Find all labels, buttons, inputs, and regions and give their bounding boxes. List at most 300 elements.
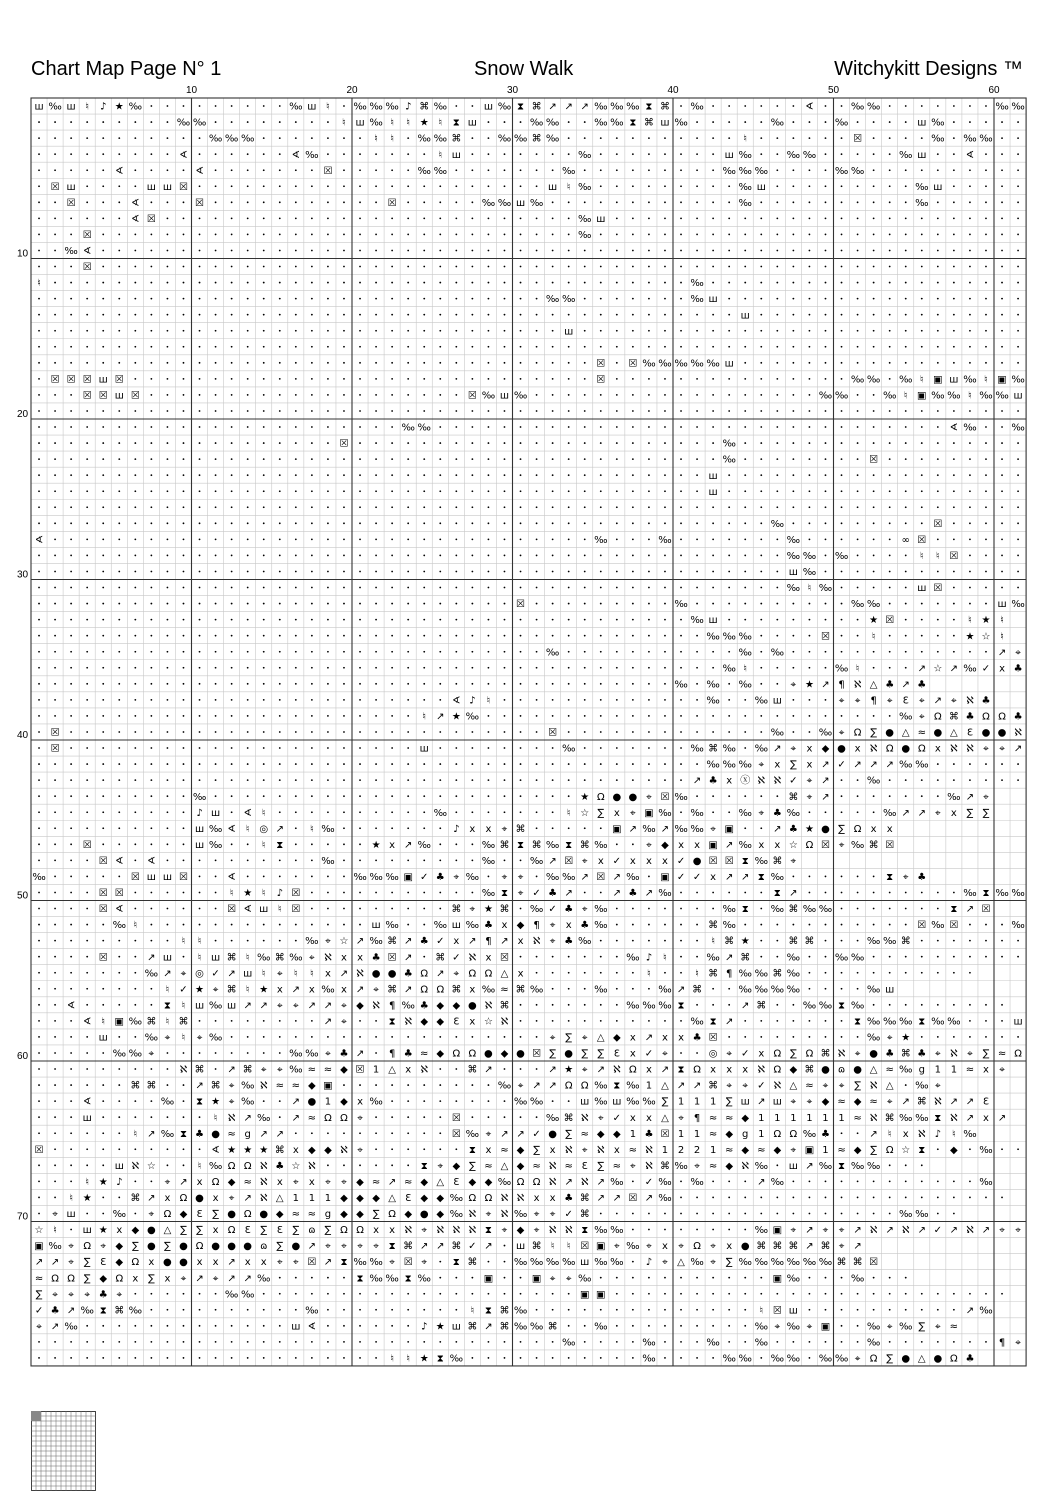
stitch-symbol: ⌖ (806, 791, 813, 803)
stitch-dot (263, 731, 265, 733)
stitch-dot (760, 603, 762, 605)
stitch-dot (471, 795, 473, 797)
stitch-symbol: ℵ (500, 1193, 509, 1205)
stitch-symbol: ↗ (805, 1225, 814, 1237)
stitch-dot (423, 201, 425, 203)
stitch-symbol: ☒ (772, 1305, 782, 1317)
stitch-dot (600, 699, 602, 701)
stitch-dot (295, 426, 297, 428)
stitch-dot (520, 169, 522, 171)
stitch-symbol: ♮ (566, 807, 571, 819)
stitch-dot (231, 843, 233, 845)
stitch-dot (375, 827, 377, 829)
stitch-symbol: ✓ (532, 888, 541, 900)
stitch-dot (54, 1148, 56, 1150)
stitch-dot (118, 234, 120, 236)
stitch-dot (407, 410, 409, 412)
stitch-symbol: x (469, 984, 476, 996)
stitch-dot (279, 458, 281, 460)
stitch-dot (760, 956, 762, 958)
stitch-symbol: x (453, 936, 460, 948)
stitch-symbol: ⌖ (533, 1225, 540, 1237)
stitch-dot (231, 105, 233, 107)
stitch-symbol: Ω (115, 1273, 124, 1285)
stitch-symbol: ↗ (548, 855, 557, 867)
stitch-dot (150, 1325, 152, 1327)
stitch-dot (969, 121, 971, 123)
stitch-dot (231, 779, 233, 781)
stitch-dot (985, 121, 987, 123)
stitch-dot (343, 731, 345, 733)
stitch-dot (375, 1357, 377, 1359)
stitch-dot (552, 538, 554, 540)
stitch-dot (712, 1229, 714, 1231)
stitch-dot (969, 266, 971, 268)
stitch-dot (86, 972, 88, 974)
stitch-dot (985, 587, 987, 589)
stitch-dot (102, 1213, 104, 1215)
stitch-dot (504, 1293, 506, 1295)
stitch-dot (792, 201, 794, 203)
stitch-dot (375, 1132, 377, 1134)
stitch-symbol: △ (661, 1112, 669, 1124)
stitch-dot (359, 201, 361, 203)
stitch-symbol: ⧗ (629, 117, 637, 129)
stitch-dot (359, 635, 361, 637)
stitch-dot (343, 1357, 345, 1359)
stitch-symbol: Ω (789, 1128, 798, 1140)
stitch-symbol: ♮ (294, 968, 298, 980)
stitch-dot (215, 603, 217, 605)
stitch-dot (231, 683, 233, 685)
stitch-dot (327, 1357, 329, 1359)
stitch-symbol: ‰ (738, 647, 752, 659)
stitch-symbol: ℵ (597, 1144, 605, 1156)
stitch-dot (744, 105, 746, 107)
stitch-dot (167, 843, 169, 845)
stitch-symbol: ✓ (34, 1305, 44, 1317)
stitch-symbol: ‰ (947, 1016, 961, 1028)
stitch-dot (439, 731, 441, 733)
stitch-dot (215, 747, 217, 749)
stitch-dot (134, 667, 136, 669)
stitch-symbol: x (357, 1096, 363, 1108)
stitch-dot (263, 683, 265, 685)
stitch-symbol: ☒ (628, 358, 638, 370)
stitch-dot (809, 651, 811, 653)
stitch-dot (552, 1309, 554, 1311)
stitch-symbol: 1 (822, 1112, 829, 1124)
stitch-symbol: ∑ (83, 1257, 91, 1269)
stitch-symbol: ⌖ (983, 743, 989, 755)
stitch-dot (552, 266, 554, 268)
stitch-symbol: ↗ (484, 1321, 493, 1333)
stitch-dot (407, 1036, 409, 1038)
stitch-dot (520, 763, 522, 765)
stitch-dot (728, 683, 730, 685)
stitch-dot (536, 169, 538, 171)
stitch-dot (873, 876, 875, 878)
stitch-symbol: ‰ (594, 1080, 608, 1092)
stitch-dot (54, 763, 56, 765)
stitch-dot (439, 779, 441, 781)
stitch-dot (680, 105, 682, 107)
stitch-dot (696, 1293, 698, 1295)
stitch-symbol: ✓ (420, 872, 429, 884)
stitch-symbol: ↗ (227, 1273, 236, 1285)
stitch-dot (295, 410, 297, 412)
stitch-dot (199, 876, 201, 878)
stitch-symbol: ‰ (931, 920, 945, 932)
stitch-dot (375, 1020, 377, 1022)
stitch-dot (118, 330, 120, 332)
stitch-dot (760, 330, 762, 332)
stitch-dot (54, 298, 56, 300)
stitch-dot (905, 490, 907, 492)
stitch-symbol: ☒ (82, 839, 92, 851)
stitch-symbol: ▣ (917, 390, 927, 402)
stitch-dot (841, 474, 843, 476)
stitch-dot (937, 346, 939, 348)
stitch-dot (873, 956, 875, 958)
stitch-dot (231, 298, 233, 300)
stitch-dot (712, 250, 714, 252)
stitch-dot (247, 1052, 249, 1054)
stitch-symbol: ↗ (676, 1080, 686, 1092)
stitch-dot (86, 587, 88, 589)
stitch-symbol: ‰ (545, 294, 560, 306)
stitch-dot (616, 378, 618, 380)
stitch-dot (760, 137, 762, 139)
stitch-dot (889, 1197, 891, 1199)
stitch-dot (857, 474, 859, 476)
stitch-symbol: ♣ (564, 936, 574, 948)
stitch-dot (183, 827, 185, 829)
stitch-dot (969, 956, 971, 958)
stitch-dot (776, 667, 778, 669)
stitch-symbol: ↗ (227, 968, 236, 980)
stitch-symbol: ‰ (321, 984, 335, 996)
stitch-dot (38, 234, 40, 236)
stitch-dot (568, 651, 570, 653)
stitch-dot (359, 217, 361, 219)
stitch-dot (985, 1036, 987, 1038)
stitch-symbol: ‰ (802, 1128, 817, 1140)
stitch-symbol: ⌘ (868, 839, 879, 851)
stitch-dot (167, 394, 169, 396)
stitch-symbol: ☒ (98, 855, 108, 867)
stitch-symbol: ⧗ (179, 1128, 187, 1140)
stitch-symbol: ℵ (259, 1080, 268, 1092)
stitch-dot (648, 1293, 650, 1295)
stitch-dot (632, 619, 634, 621)
stitch-dot (231, 378, 233, 380)
stitch-symbol: ‰ (754, 695, 768, 707)
stitch-dot (263, 217, 265, 219)
stitch-dot (632, 153, 634, 155)
stitch-symbol: 1 (324, 1096, 332, 1108)
stitch-dot (86, 298, 88, 300)
stitch-symbol: ♮ (470, 1305, 475, 1317)
stitch-symbol: ℵ (548, 1176, 557, 1188)
stitch-dot (343, 474, 345, 476)
stitch-symbol: x (870, 823, 877, 835)
stitch-dot (359, 426, 361, 428)
stitch-dot (616, 330, 618, 332)
stitch-dot (921, 314, 923, 316)
stitch-dot (520, 1068, 522, 1070)
stitch-symbol: ✓ (676, 872, 686, 884)
stitch-symbol: ‰ (561, 743, 576, 755)
stitch-symbol: Ω (629, 1064, 637, 1076)
stitch-dot (375, 1052, 377, 1054)
stitch-symbol: △ (901, 727, 910, 739)
stitch-dot (905, 169, 907, 171)
stitch-symbol: ⧗ (276, 839, 284, 851)
stitch-dot (680, 538, 682, 540)
stitch-dot (455, 811, 457, 813)
stitch-symbol: ‰ (385, 1273, 399, 1285)
stitch-symbol: ◆ (725, 1160, 734, 1172)
stitch-dot (488, 217, 490, 219)
stitch-dot (616, 731, 618, 733)
stitch-symbol: ↗ (484, 1241, 493, 1253)
stitch-dot (134, 972, 136, 974)
stitch-dot (455, 1084, 457, 1086)
stitch-dot (150, 458, 152, 460)
stitch-symbol: ℵ (372, 1000, 380, 1012)
stitch-dot (391, 699, 393, 701)
stitch-symbol: ш (917, 117, 927, 129)
stitch-dot (841, 1341, 843, 1343)
stitch-dot (102, 1164, 104, 1166)
stitch-dot (809, 426, 811, 428)
stitch-dot (439, 667, 441, 669)
stitch-dot (809, 715, 811, 717)
stitch-dot (520, 699, 522, 701)
stitch-dot (343, 330, 345, 332)
stitch-dot (279, 362, 281, 364)
stitch-dot (776, 314, 778, 316)
stitch-dot (70, 956, 72, 958)
stitch-dot (327, 667, 329, 669)
stitch-symbol: ℵ (950, 743, 958, 755)
stitch-symbol: x (148, 1257, 155, 1269)
stitch-symbol: ‰ (738, 839, 752, 851)
stitch-dot (455, 185, 457, 187)
stitch-symbol: ● (997, 727, 1007, 739)
stitch-dot (568, 635, 570, 637)
stitch-dot (1017, 153, 1019, 155)
stitch-dot (953, 779, 955, 781)
stitch-symbol: Ω (853, 823, 862, 835)
stitch-dot (118, 956, 120, 958)
stitch-dot (359, 683, 361, 685)
stitch-dot (38, 266, 40, 268)
stitch-dot (311, 555, 313, 557)
stitch-dot (311, 121, 313, 123)
stitch-symbol: ♣ (435, 872, 445, 884)
stitch-dot (86, 763, 88, 765)
stitch-dot (536, 458, 538, 460)
stitch-symbol: ♮ (919, 551, 924, 563)
stitch-dot (921, 1036, 923, 1038)
stitch-dot (776, 201, 778, 203)
stitch-dot (86, 1036, 88, 1038)
stitch-dot (215, 699, 217, 701)
stitch-symbol: ‰ (882, 1016, 897, 1028)
stitch-symbol: ↗ (163, 968, 172, 980)
stitch-dot (841, 458, 843, 460)
stitch-dot (969, 490, 971, 492)
stitch-dot (520, 587, 522, 589)
stitch-dot (664, 314, 666, 316)
stitch-dot (183, 1341, 185, 1343)
stitch-symbol: x (276, 984, 283, 996)
stitch-dot (343, 137, 345, 139)
stitch-symbol: ‰ (208, 1160, 223, 1172)
stitch-dot (905, 908, 907, 910)
stitch-dot (696, 1325, 698, 1327)
stitch-dot (552, 153, 554, 155)
stitch-symbol: ↗ (596, 1176, 605, 1188)
stitch-symbol: △ (500, 968, 509, 980)
stitch-dot (231, 394, 233, 396)
stitch-dot (38, 137, 40, 139)
stitch-symbol: ★ (564, 1064, 574, 1076)
stitch-dot (488, 121, 490, 123)
stitch-dot (953, 1004, 955, 1006)
stitch-symbol: ‰ (481, 855, 496, 867)
stitch-dot (183, 763, 185, 765)
stitch-dot (792, 1341, 794, 1343)
stitch-dot (263, 635, 265, 637)
stitch-symbol: ⌘ (740, 952, 751, 964)
stitch-dot (825, 234, 827, 236)
stitch-symbol: ш (724, 149, 734, 161)
stitch-dot (616, 1309, 618, 1311)
stitch-symbol: ш (259, 904, 269, 916)
stitch-dot (568, 667, 570, 669)
stitch-dot (841, 908, 843, 910)
stitch-dot (102, 843, 104, 845)
stitch-dot (712, 217, 714, 219)
stitch-dot (937, 201, 939, 203)
stitch-symbol: ● (211, 1128, 220, 1140)
stitch-dot (183, 282, 185, 284)
stitch-dot (712, 410, 714, 412)
stitch-symbol: △ (950, 727, 958, 739)
stitch-symbol: x (501, 920, 508, 932)
stitch-symbol: ● (821, 823, 830, 835)
stitch-symbol: ⌖ (325, 1241, 331, 1253)
stitch-dot (664, 731, 666, 733)
stitch-dot (375, 538, 377, 540)
stitch-dot (167, 651, 169, 653)
stitch-dot (150, 1357, 152, 1359)
stitch-dot (680, 892, 682, 894)
stitch-dot (792, 250, 794, 252)
stitch-dot (247, 603, 249, 605)
stitch-dot (648, 153, 650, 155)
stitch-dot (857, 490, 859, 492)
stitch-symbol: ● (628, 791, 638, 803)
stitch-symbol: ✓ (452, 952, 461, 964)
stitch-symbol: ≈ (291, 1080, 301, 1092)
stitch-symbol: ☒ (82, 230, 92, 242)
stitch-symbol: ☒ (403, 1257, 413, 1269)
stitch-dot (760, 282, 762, 284)
stitch-dot (1001, 298, 1003, 300)
stitch-symbol: ‰ (738, 679, 752, 691)
stitch-dot (38, 153, 40, 155)
stitch-dot (86, 1325, 88, 1327)
chart-map-page-title: Chart Map Page N° 1 (31, 58, 222, 80)
stitch-dot (744, 1277, 746, 1279)
stitch-symbol: ⓧ (740, 775, 751, 787)
stitch-dot (921, 1197, 923, 1199)
stitch-symbol: ℵ (532, 936, 541, 948)
stitch-dot (247, 1341, 249, 1343)
stitch-dot (632, 635, 634, 637)
stitch-dot (391, 731, 393, 733)
stitch-dot (375, 908, 377, 910)
stitch-dot (536, 250, 538, 252)
stitch-dot (439, 201, 441, 203)
stitch-dot (199, 153, 201, 155)
stitch-symbol: ⌖ (276, 1064, 283, 1076)
stitch-dot (953, 442, 955, 444)
stitch-symbol: ▣ (820, 1321, 831, 1333)
stitch-symbol: ☒ (724, 855, 734, 867)
stitch-dot (102, 474, 104, 476)
stitch-dot (504, 522, 506, 524)
stitch-dot (215, 394, 217, 396)
stitch-dot (423, 619, 425, 621)
stitch-dot (696, 330, 698, 332)
stitch-dot (600, 715, 602, 717)
stitch-dot (439, 1277, 441, 1279)
stitch-dot (728, 1004, 730, 1006)
stitch-dot (809, 217, 811, 219)
stitch-symbol: Ω (484, 1193, 493, 1205)
stitch-dot (520, 619, 522, 621)
stitch-dot (841, 571, 843, 573)
stitch-dot (54, 137, 56, 139)
stitch-symbol: ‰ (866, 936, 881, 948)
stitch-dot (504, 667, 506, 669)
stitch-symbol: ☒ (596, 358, 606, 370)
stitch-dot (520, 1116, 522, 1118)
stitch-symbol: ‰ (594, 904, 608, 916)
stitch-dot (809, 635, 811, 637)
stitch-dot (841, 522, 843, 524)
stitch-dot (215, 330, 217, 332)
stitch-dot (279, 137, 281, 139)
stitch-symbol: x (742, 1064, 749, 1076)
stitch-dot (199, 298, 201, 300)
stitch-dot (857, 715, 859, 717)
stitch-symbol: ⧗ (420, 1160, 428, 1172)
stitch-dot (536, 555, 538, 557)
stitch-dot (760, 250, 762, 252)
stitch-dot (407, 1164, 409, 1166)
stitch-dot (744, 378, 746, 380)
stitch-dot (375, 731, 377, 733)
stitch-symbol: ☒ (853, 133, 863, 145)
stitch-symbol: ‰ (850, 1000, 865, 1012)
stitch-symbol: ⧗ (838, 1160, 846, 1172)
